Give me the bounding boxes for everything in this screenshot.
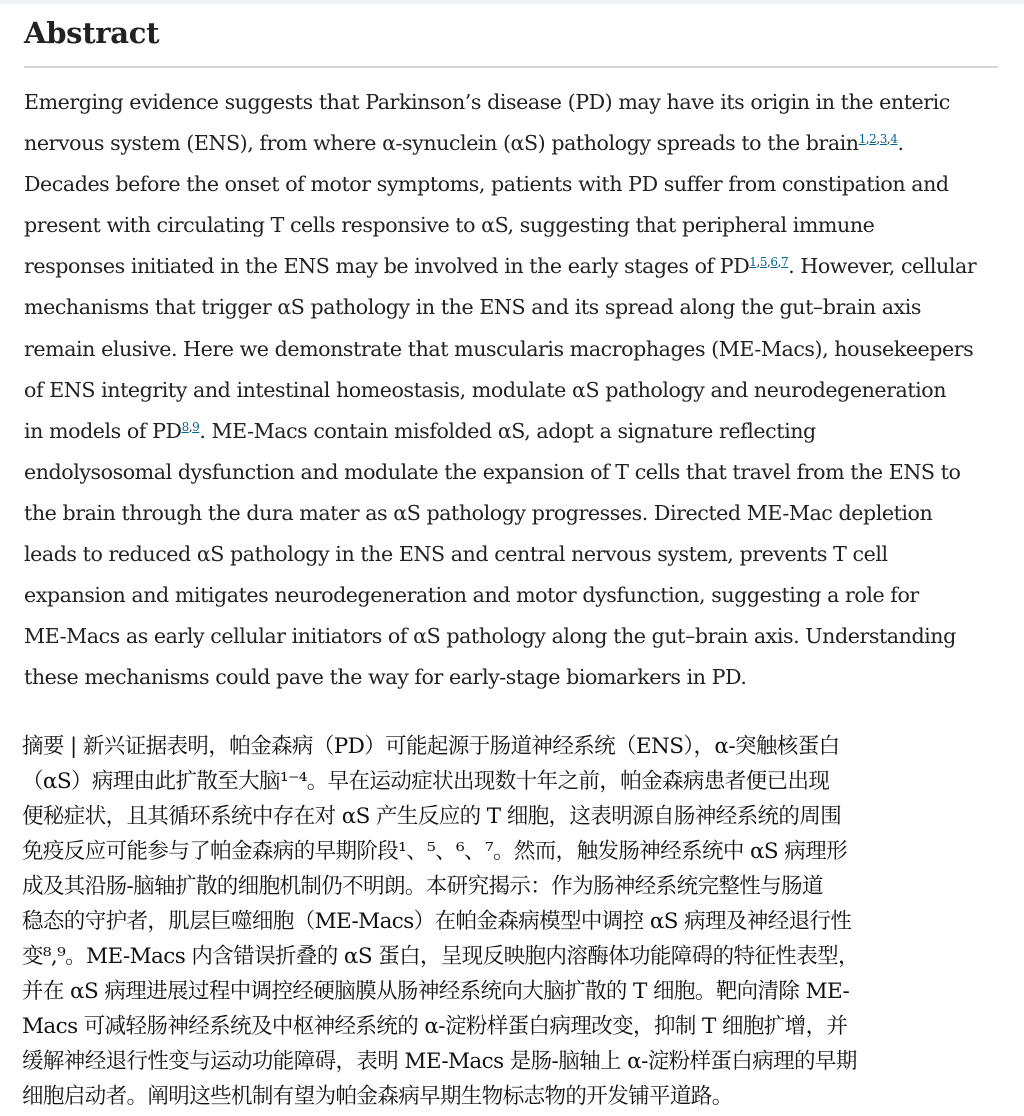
- heading-divider: [24, 66, 998, 68]
- citation-refs: 1,2,3,4: [858, 132, 898, 147]
- abstract-text: expansion and mitigates neurodegeneration and motor dysfunction, suggesting a role for: [24, 583, 919, 608]
- abstract-line: [24, 372, 1014, 413]
- chinese-abstract-line: 并在 αS 病理进展过程中调控经硬脑膜从肠神经系统向大脑扩散的 T 细胞。靶向清除 ME-: [22, 979, 850, 1004]
- abstract-line: [24, 289, 1014, 330]
- english-abstract: [24, 84, 1014, 700]
- chinese-abstract-line: 稳态的守护者，肌层巨噬细胞（ME-Macs）在帕金森病模型中调控 αS 病理及神经退行性: [22, 909, 852, 934]
- chinese-abstract-line: 成及其沿肠-脑轴扩散的细胞机制仍不明朗。本研究揭示：作为肠神经系统完整性与肠道: [22, 874, 823, 899]
- citation-link[interactable]: 3: [879, 132, 887, 147]
- top-bar: [0, 0, 1024, 4]
- chinese-abstract-line: Macs 可减轻肠神经系统及中枢神经系统的 α-淀粉样蛋白病理改变，抑制 T 细胞扩增，并: [22, 1014, 848, 1039]
- abstract-line: [24, 331, 1014, 372]
- citation-refs: 1,5,6,7: [749, 255, 789, 270]
- abstract-line: [24, 413, 1014, 454]
- abstract-line: [24, 618, 1014, 659]
- abstract-text: mechanisms that trigger αS pathology in the ENS and its spread along the gut–brain axis: [24, 295, 922, 320]
- abstract-line: [24, 207, 1014, 248]
- citation-link[interactable]: 4: [890, 132, 898, 147]
- abstract-text: .: [897, 131, 904, 156]
- abstract-text: leads to reduced αS pathology in the ENS and central nervous system, prevents T cell: [24, 542, 888, 567]
- abstract-text: the brain through the dura mater as αS pathology progresses. Directed ME-Mac depletion: [24, 500, 933, 525]
- citation-link[interactable]: 8: [181, 419, 189, 434]
- citation-link[interactable]: 1: [858, 132, 866, 147]
- abstract-text: in models of PD: [24, 418, 182, 443]
- citation-link[interactable]: 2: [869, 132, 877, 147]
- chinese-abstract-line: 摘要 | 新兴证据表明，帕金森病（PD）可能起源于肠道神经系统（ENS），α-突触核蛋白: [22, 734, 840, 759]
- section-heading: Abstract: [24, 16, 160, 50]
- abstract-text: ME-Macs as early cellular initiators of αS pathology along the gut–brain axis. Understanding: [24, 624, 956, 649]
- chinese-abstract-line: 缓解神经退行性变与运动功能障碍，表明 ME-Macs 是肠-脑轴上 α-淀粉样蛋白病理的早期: [22, 1049, 857, 1074]
- chinese-abstract-line: 免疫反应可能参与了帕金森病的早期阶段¹、⁵、⁶、⁷。然而，触发肠神经系统中 αS 病理形: [22, 839, 847, 864]
- chinese-abstract-line: 细胞启动者。阐明这些机制有望为帕金森病早期生物标志物的开发铺平道路。: [22, 1084, 733, 1109]
- abstract-text: these mechanisms could pave the way for early-stage biomarkers in PD.: [24, 665, 747, 690]
- abstract-text: present with circulating T cells responsive to αS, suggesting that peripheral immune: [24, 213, 875, 238]
- abstract-line: [24, 659, 1014, 700]
- abstract-line: [24, 454, 1014, 495]
- citation-link[interactable]: 7: [780, 255, 789, 270]
- citation-refs: 8,9: [181, 419, 200, 434]
- abstract-line: [24, 248, 1014, 289]
- citation-link[interactable]: 6: [770, 255, 778, 270]
- abstract-line: [24, 125, 1014, 166]
- abstract-line: [24, 84, 1014, 125]
- abstract-text: Emerging evidence suggests that Parkinson’s disease (PD) may have its origin in the enteric: [24, 90, 950, 114]
- chinese-abstract-line: 便秘症状，且其循环系统中存在对 αS 产生反应的 T 细胞，这表明源自肠神经系统的周围: [22, 804, 842, 829]
- abstract-text: responses initiated in the ENS may be involved in the early stages of PD: [24, 254, 750, 279]
- chinese-abstract-line: 变⁸,⁹。ME-Macs 内含错误折叠的 αS 蛋白，呈现反映胞内溶酶体功能障碍的特征性表型，: [22, 944, 859, 969]
- abstract-line: [24, 166, 1014, 207]
- abstract-line: [24, 536, 1014, 577]
- citation-link[interactable]: 9: [192, 419, 200, 434]
- citation-link[interactable]: 5: [759, 255, 768, 270]
- abstract-text: of ENS integrity and intestinal homeostasis, modulate αS pathology and neurodegeneration: [24, 377, 947, 402]
- chinese-abstract: [22, 731, 1022, 1116]
- abstract-text: remain elusive. Here we demonstrate that muscularis macrophages (ME-Macs), housekeepers: [24, 336, 974, 361]
- citation-link[interactable]: 1: [749, 255, 757, 270]
- abstract-text: endolysosomal dysfunction and modulate the expansion of T cells that travel from the ENS to: [24, 459, 961, 484]
- abstract-line: [24, 495, 1014, 536]
- abstract-text: . However, cellular: [788, 254, 977, 279]
- chinese-abstract-line: （αS）病理由此扩散至大脑¹⁻⁴。早在运动症状出现数十年之前，帕金森病患者便已出现: [22, 769, 830, 794]
- abstract-text: . ME-Macs contain misfolded αS, adopt a signature reflecting: [199, 418, 816, 443]
- abstract-line: [24, 577, 1014, 618]
- abstract-text: nervous system (ENS), from where α-synuclein (αS) pathology spreads to the brain: [24, 131, 859, 156]
- abstract-text: Decades before the onset of motor symptoms, patients with PD suffer from constipation and: [24, 172, 949, 197]
